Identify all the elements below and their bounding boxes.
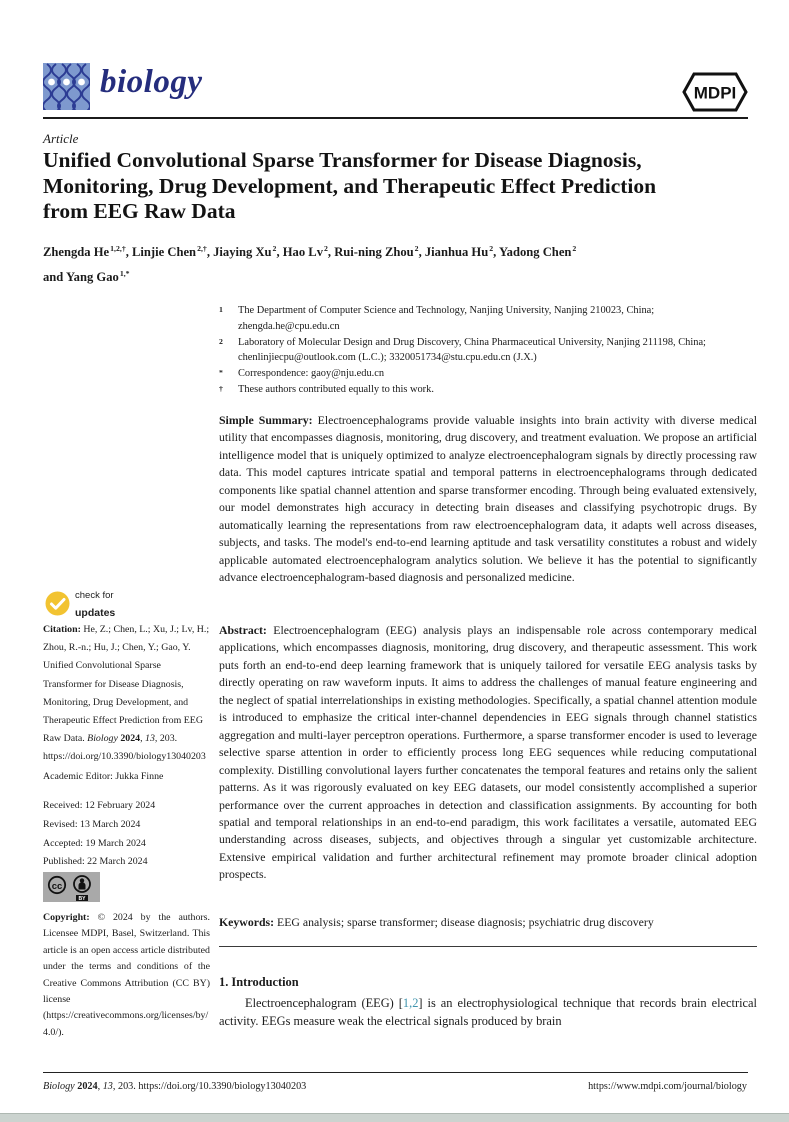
introduction-paragraph: Electroencephalogram (EEG) [1,2] is an electrophysiological technique that records brain electrical activity. EEGs measure weak the electrical signals produced by brain [219,996,757,1028]
section-divider [219,946,757,947]
author: Rui-ning Zhou [334,245,414,260]
abstract-label: Abstract: [219,623,267,637]
author-line-1: Zhengda $He^{1,2,\dagger}$, Linjie Chen$^{2,\dagger}$, Jiaying Xu$^2$, Hao Lv$^2$, Rui-ning Zhou$^2$, Jianhua Hu$^2$, Yadong Chen$^2$ [43,244,577,260]
person-icon [74,876,90,902]
page-title: Unified Convolutional Sparse Transformer for Disease Diagnosis, Monitoring, Drug Development, and Therapeutic Effect Prediction from EEG Raw Data [43,148,657,223]
affiliations [219,303,757,398]
footer-rule [43,1072,748,1073]
date-row: Published: 22 March 2024 [43,856,148,868]
keywords-text: EEG analysis; sparse transformer; disease diagnosis; psychiatric drug discovery [277,915,654,929]
check-icon [45,591,70,616]
journal-name: biology [100,64,203,100]
author-line-2: and Yang Gao$^{1,*}$ [43,269,130,285]
abstract-text: Electroencephalogram (EEG) analysis plays an indispensable role across contemporary medical applications, which encompasses diagnosis, monitoring, drug discovery, and therapeutic assessment. This work puts forth an end-to-end deep learning framework that is uniquely tailored for versatile EEG analysis tasks by directly operating on raw waveform inputs. It aims to address the challenges of manual feature engineering and the neglect of spatial interrelationships in existing methodologies. Specifically, a spatial channel attention module is introduced to emphasize the critical inter-channel dependencies in EEG signals through channel statistics aggregation and multi-layer perceptron operations. Furthermore, a sparse transformer encoder is used to leverage selective sparse attention in order to efficiently process long EEG sequences while reducing computational complexity. Distilling convolutional layers further concatenates the temporal features and retains only the salient patterns. As it was rigorously evaluated on key EEG datasets, our model consistently accomplished a superior performance over the current approaches in detection and classification assignments. By accounting for both spatial and temporal relationships in an end-to-end paradigm, this work facilitates a versatile, automated EEG understanding across diseases, subjects, and objectives through a singular yet customizable architecture. Extensive empirical validation and further architectural refinement may promote broader clinical adoption prospects. [219,623,757,882]
section-heading-introduction: 1. Introduction [219,975,299,989]
author: Yadong Chen [498,245,572,260]
citation-block: Citation: He, Z.; Chen, L.; Xu, J.; Lv, H.; Zhou, R.-n.; Hu, J.; Chen, Y.; Gao, Y. Unified Convolutional Sparse Transformer for Disease Diagnosis, Monitoring, Drug Development, and Therapeutic Effect Prediction from EEG Raw Data. Biology 2024, 13, 203. https://doi.org/10.3390/biology13040203 [43,624,210,763]
affiliation-marker: 1 [219,305,223,314]
date-row: Accepted: 19 March 2024 [43,837,146,849]
affiliation-row [219,366,757,382]
affiliation-row [219,303,757,335]
citation-label: Citation: [43,624,81,635]
cc-by-license-badge[interactable] [43,872,100,902]
footer-journal-url[interactable]: https://www.mdpi.com/journal/biology [588,1081,747,1092]
mdpi-logo [682,71,748,113]
academic-editor: Academic Editor: Jukka Finne [43,771,164,782]
doi-link[interactable]: , 203. https://doi.org/10.3390/biology13040203 [43,733,206,763]
window-bottom-bar [0,1113,789,1122]
simple-summary-text: Electroencephalograms provide valuable insights into brain activity with diverse medical utility that encompasses diagnosis, monitoring, drug discovery, and treatment evaluation. We propose an artificial intelligence model that is uniquely optimized to analyze electroencephalogram signals by directly processing raw data. This model captures intricate spatial and temporal patterns in electroencephalograms through dedicated components like spatial channel attention and sparse transformer encoding. Through being evaluated extensively, our model demonstrates high accuracy in detecting brain diseases and classifying psychotropic drugs. By automatically learning the representations from raw electroencephalogram data, it adapts well across diseases, subjects, and tasks. The model's end-to-end learning aptitude and task versatility constitutes a robust and widely applicable automated electroencephalogram analytics solution. We believe it has the potential to significantly advance electroencephalogram-based diagnosis and personalized medicine. [219,413,757,585]
author: and Yang Gao [43,270,119,285]
simple-summary-label: Simple Summary: [219,413,313,427]
date-row: Revised: 13 March 2024 [43,818,141,830]
biology-logo-icon [43,63,90,110]
affiliation-row [219,335,757,367]
cc-icon [49,877,65,893]
copyright-label: Copyright: [43,912,90,923]
abstract [219,622,757,884]
date-row: Received: 12 February 2024 [43,800,156,811]
reference-link[interactable]: 1,2 [402,996,419,1010]
affiliation-marker: * [219,368,223,378]
footer-citation: Biology 2024, 13, 203. https://doi.org/10.3390/biology13040203 [43,1081,307,1092]
keywords-label: Keywords: [219,915,275,929]
check-for-updates-badge[interactable] [45,585,115,621]
author: Zhengda He [43,245,110,260]
author: Linjie Chen [132,245,197,260]
article-type-label: Article [43,131,79,146]
affiliation-text: Laboratory of Molecular Design and Drug Discovery, China Pharmaceutical University, Nanjing 211198, China; chenlinjiecpu@outlook.com (L.C.); 3320051734@stu.cpu.edu.cn (J.X.) [238,336,706,364]
svg-text:cc: cc [51,881,63,892]
affiliation-row [219,382,757,398]
author: Jianhua Hu [424,245,489,260]
mdpi-logo-text: MDPI [693,83,737,103]
author-list [43,238,743,288]
footer-doi-link[interactable]: , 203. https://doi.org/10.3390/biology13040203 [112,1081,307,1092]
author: Hao Lv [282,245,323,260]
affiliation-marker: 2 [219,336,223,346]
svg-text:BY: BY [78,896,86,902]
affiliation-text: These authors contributed equally to this work. [238,383,434,395]
history-dates [43,797,210,872]
author: Jiaying Xu [213,245,272,260]
keywords [219,915,757,930]
affiliation-text: Correspondence: gaoy@nju.edu.cn [238,368,385,380]
check-for-updates-label: check for updates [75,590,116,619]
copyright-notice: Copyright: © 2024 by the authors. Licensee MDPI, Basel, Switzerland. This article is an open access article distributed under the terms and conditions of the Creative Commons Attribution (CC BY) license (https://creativecommons.org/licenses/by/4.0/). [43,912,210,1038]
simple-summary [219,412,757,587]
affiliation-marker: † [219,383,223,393]
header-rule [43,117,748,119]
affiliation-text: The Department of Computer Science and Technology, Nanjing University, Nanjing 210023, China; zhengda.he@cpu.edu.cn [238,305,655,332]
